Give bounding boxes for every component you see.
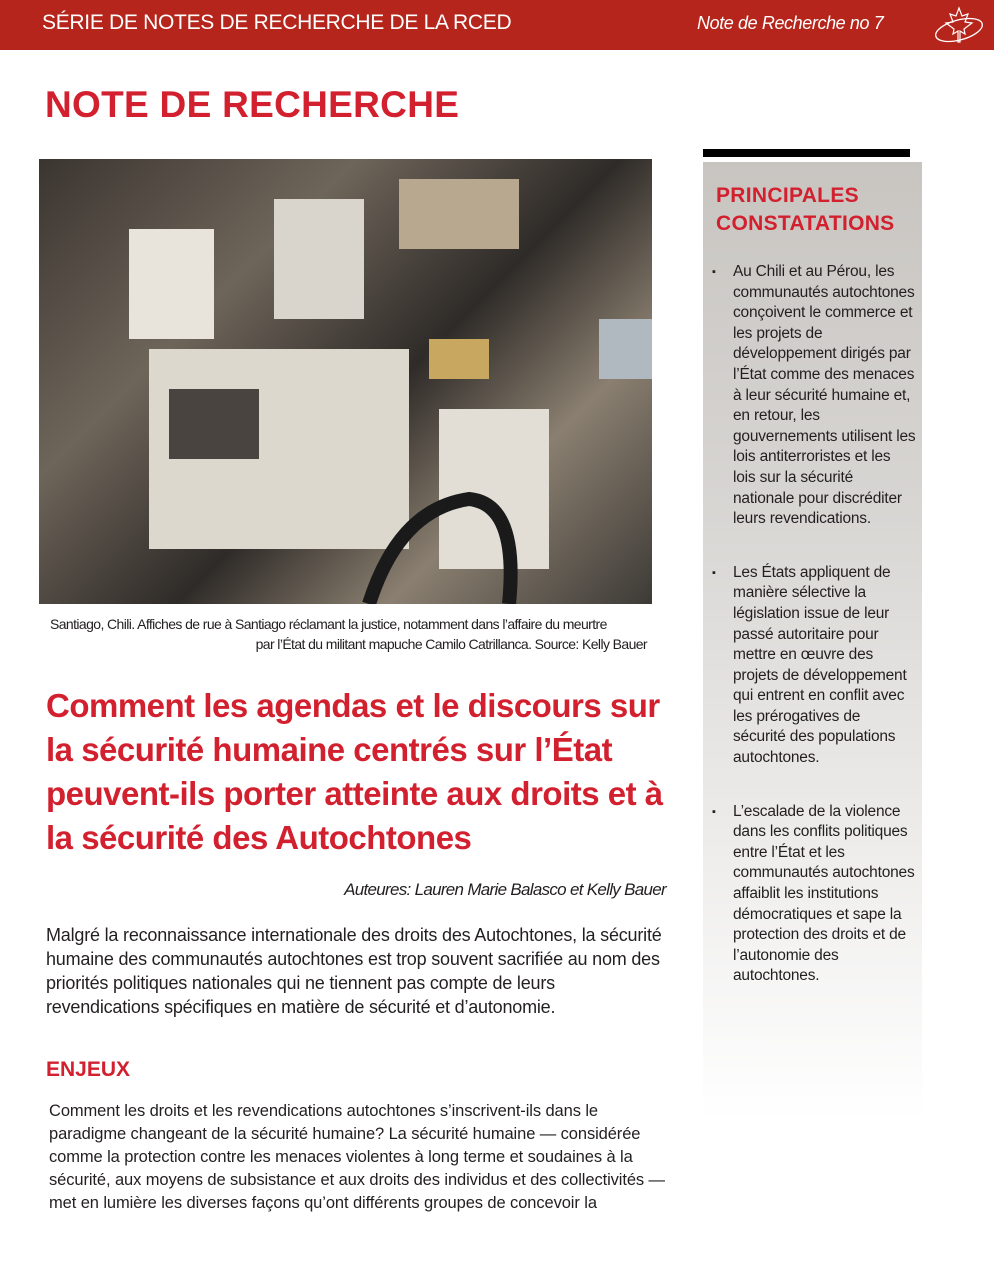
list-item xyxy=(711,802,916,987)
sidebar-title: PRINCIPALES CONSTATATIONS xyxy=(716,184,895,235)
sidebar-rule xyxy=(703,149,910,157)
maple-leaf-logo-icon xyxy=(932,4,986,46)
finding-text: Les États appliquent de manière sélective la législation issue de leur passé autoritaire pour mettre en œuvre des projets de développement qui entrent en conflit avec les prérogatives de sécurité des populations autochtones. xyxy=(733,563,907,767)
document-type-heading: NOTE DE RECHERCHE xyxy=(45,84,460,125)
section-heading: ENJEUX xyxy=(46,1058,131,1081)
bullet-icon: ▪ xyxy=(712,805,716,818)
street-posters-photo xyxy=(39,159,652,604)
list-item xyxy=(711,563,916,769)
series-title: SÉRIE DE NOTES DE RECHERCHE DE LA RCED xyxy=(42,11,512,34)
finding-text: L’escalade de la violence dans les conflits politiques entre l’État et les communautés autochtones affaiblit les institutions démocratiques et sape la protection des droits et de l’autonomie des autochtones. xyxy=(733,802,915,985)
header-bar xyxy=(0,0,994,50)
caption-line: Santiago, Chili. Affiches de rue à Santiago réclamant la justice, notamment dans l’affaire du meurtre xyxy=(50,616,607,632)
bullet-icon: ▪ xyxy=(712,566,716,579)
finding-text: Au Chili et au Pérou, les communautés autochtones conçoivent le commerce et les projets de développement dirigés par l’État comme des menaces à leur sécurité humaine et, en retour, les gouvernements utilisent les lois antiterroristes et les lois sur la sécurité nationale pour discréditer leurs revendications. xyxy=(733,263,916,528)
photo-illustration xyxy=(39,159,652,604)
note-number: Note de Recherche no 7 xyxy=(697,13,884,33)
photo-caption xyxy=(40,614,647,654)
document-title: Comment les agendas et le discours sur la sécurité humaine centrés sur l’État peuvent-ils porter atteinte aux droits et à la sécurité des Autochtones xyxy=(46,687,663,856)
authors: Auteures: Lauren Marie Balasco et Kelly Bauer xyxy=(344,880,666,899)
section-text: Comment les droits et les revendications autochtones s’inscrivent-ils dans le paradigme changeant de la sécurité humaine? La sécurité humaine — considérée comme la protection contre les menaces violentes à long terme et soudaines à la sécurité, aux moyens de subsistance et aux droits des individus et des collectivités — met en lumière les diverses façons qu’ont différents groupes de concevoir la xyxy=(49,1102,665,1212)
bullet-icon: ▪ xyxy=(712,266,716,278)
lede-paragraph: Malgré la reconnaissance internationale des droits des Autochtones, la sécurité humaine des communautés autochtones est trop souvent sacrifiée au nom des priorités politiques nationales qui ne tiennent pas compte de leurs revendications spécifiques en matière de sécurité et d’autonomie. xyxy=(46,925,662,1017)
key-findings-sidebar xyxy=(703,162,922,1122)
list-item xyxy=(711,262,916,530)
findings-list xyxy=(711,262,916,1020)
caption-line: par l’État du militant mapuche Camilo Catrillanca. Source: Kelly Bauer xyxy=(255,636,647,652)
